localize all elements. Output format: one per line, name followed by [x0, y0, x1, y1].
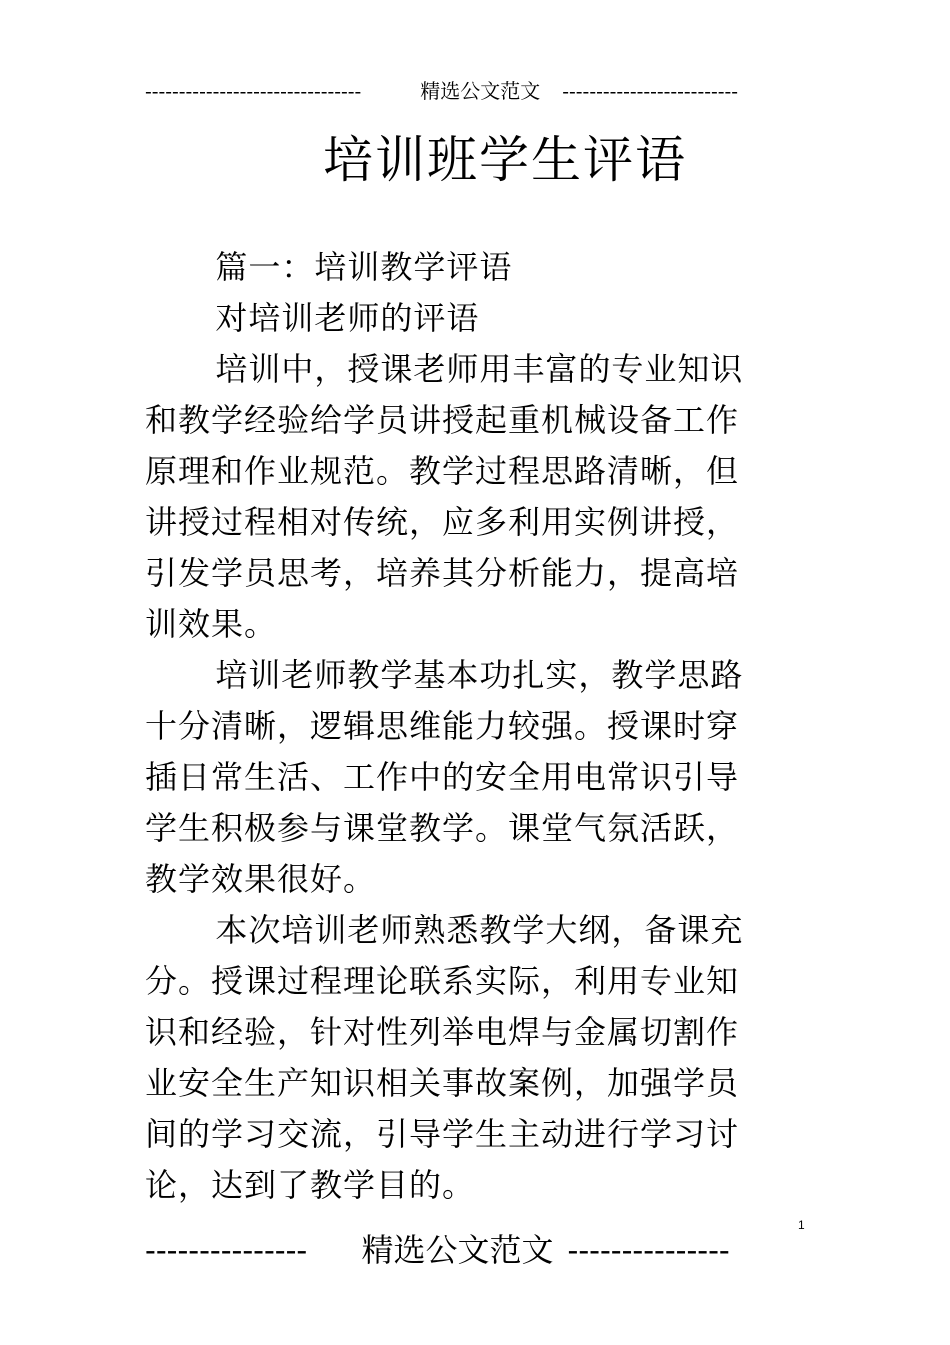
- document-title: 培训班学生评语: [323, 131, 687, 189]
- paragraph: 培训老师教学基本功扎实，教学思路十分清晰，逻辑思维能力较强。授课时穿插日常生活、工作中的安全用电常识引导学生积极参与课堂教学。课堂气氛活跃，教学效果很好。: [145, 656, 744, 898]
- document-body: [145, 242, 763, 1211]
- header-text: 精选公文范文: [420, 79, 541, 103]
- subheading: 对培训老师的评语: [215, 299, 480, 337]
- paragraph: 培训中，授课老师用丰富的专业知识和教学经验给学员讲授起重机械设备工作原理和作业规范。教学过程思路清晰，但讲授过程相对传统，应多利用实例讲授，引发学员思考，培养其分析能力，提高培训效果。: [145, 350, 744, 643]
- header-right-rule: --------------------------: [562, 79, 738, 103]
- section-heading: 篇一：培训教学评语: [215, 248, 513, 286]
- page-number: 1: [798, 1218, 805, 1232]
- page-header: [145, 76, 775, 106]
- page-footer: [145, 1226, 770, 1274]
- footer-text: 精选公文范文: [361, 1231, 554, 1269]
- footer-left-rule: ---------------: [145, 1231, 308, 1269]
- footer-right-rule: ---------------: [567, 1231, 730, 1269]
- header-left-rule: --------------------------------: [145, 79, 362, 103]
- paragraph: 本次培训老师熟悉教学大纲，备课充分。授课过程理论联系实际，利用专业知识和经验，针对性列举电焊与金属切割作业安全生产知识相关事故案例，加强学员间的学习交流，引导学生主动进行学习讨论，达到了教学目的。: [145, 911, 744, 1204]
